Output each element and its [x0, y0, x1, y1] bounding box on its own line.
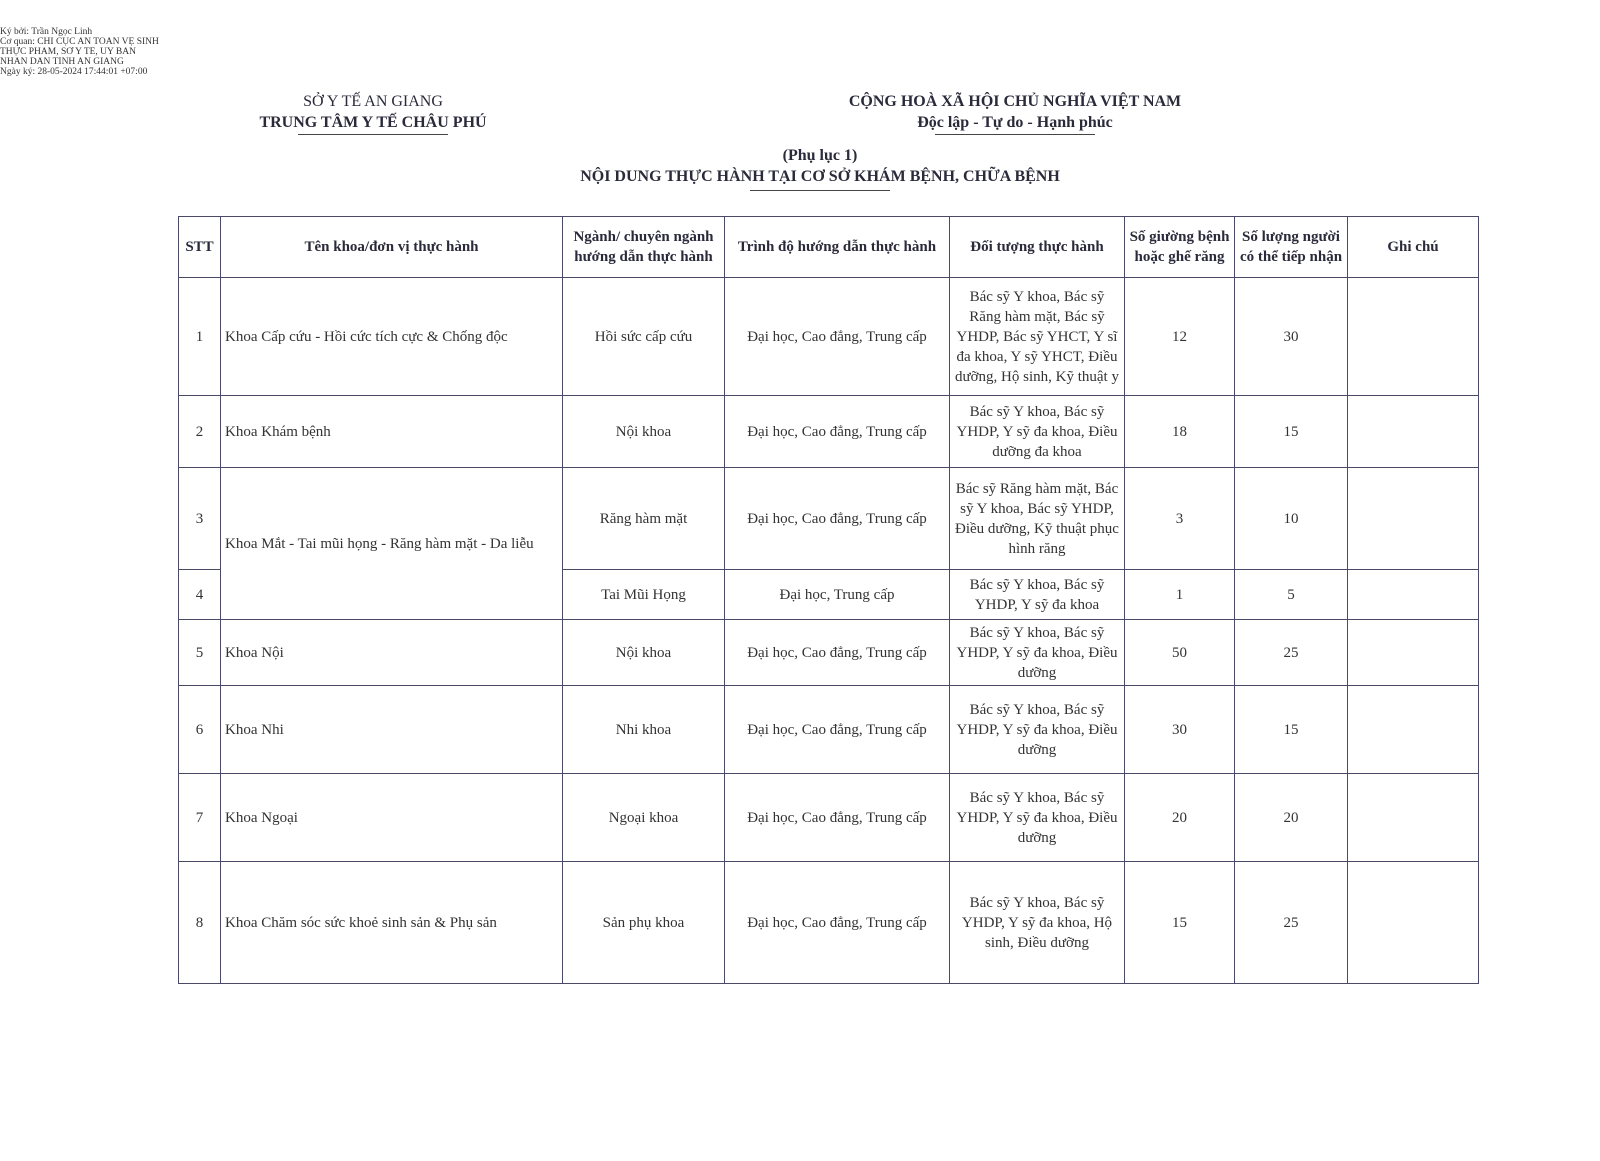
header-notes: Ghi chú [1348, 217, 1479, 278]
cell-notes [1348, 278, 1479, 396]
signature-line: Ký bởi: Trần Ngọc Linh [0, 27, 93, 37]
cell-level: Đại học, Cao đẳng, Trung cấp [725, 862, 950, 984]
signature-line: THỰC PHẨM, SỞ Y TẾ, ỦY BAN [0, 47, 136, 57]
motto: Độc lập - Tự do - Hạnh phúc [917, 114, 1113, 131]
cell-notes [1348, 686, 1479, 774]
header-specialty: Ngành/ chuyên ngành hướng dẫn thực hành [563, 217, 725, 278]
cell-beds: 50 [1125, 620, 1235, 686]
cell-department: Khoa Khám bệnh [221, 396, 563, 468]
header-level: Trình độ hướng dẫn thực hành [725, 217, 950, 278]
cell-specialty: Răng hàm mặt [563, 468, 725, 570]
cell-specialty: Nội khoa [563, 620, 725, 686]
table-row [179, 396, 1479, 468]
cell-notes [1348, 468, 1479, 570]
table-row [179, 278, 1479, 396]
cell-level: Đại học, Trung cấp [725, 570, 950, 620]
signature-line: Ngày ký: 28-05-2024 17:44:01 +07:00 [0, 67, 148, 77]
cell-notes [1348, 570, 1479, 620]
cell-trainees: Bác sỹ Răng hàm mặt, Bác sỹ Y khoa, Bác sỹ YHDP, Điều dưỡng, Kỹ thuật phục hình răng [950, 468, 1125, 570]
cell-level: Đại học, Cao đẳng, Trung cấp [725, 774, 950, 862]
cell-notes [1348, 774, 1479, 862]
header-underline [298, 134, 448, 135]
cell-stt: 7 [179, 774, 221, 862]
table-row [179, 686, 1479, 774]
cell-beds: 12 [1125, 278, 1235, 396]
table-header-row [179, 217, 1479, 278]
cell-specialty: Nhi khoa [563, 686, 725, 774]
cell-stt: 8 [179, 862, 221, 984]
table-row [179, 468, 1479, 570]
cell-department: Khoa Chăm sóc sức khoẻ sinh sản & Phụ sản [221, 862, 563, 984]
organization-header [228, 91, 518, 135]
cell-beds: 20 [1125, 774, 1235, 862]
cell-capacity: 10 [1235, 468, 1348, 570]
digital-signature-block [0, 27, 200, 77]
cell-level: Đại học, Cao đẳng, Trung cấp [725, 468, 950, 570]
cell-department: Khoa Nhi [221, 686, 563, 774]
cell-trainees: Bác sỹ Y khoa, Bác sỹ YHDP, Y sỹ đa khoa, Điều dưỡng [950, 620, 1125, 686]
cell-trainees: Bác sỹ Y khoa, Bác sỹ Răng hàm mặt, Bác sỹ YHDP, Bác sỹ YHCT, Y sĩ đa khoa, Y sỹ YHCT, Điều dưỡng, Hộ sinh, Kỹ thuật y [950, 278, 1125, 396]
national-motto-header [800, 91, 1230, 135]
cell-stt: 1 [179, 278, 221, 396]
cell-stt: 6 [179, 686, 221, 774]
cell-specialty: Nội khoa [563, 396, 725, 468]
cell-specialty: Tai Mũi Họng [563, 570, 725, 620]
cell-stt: 3 [179, 468, 221, 570]
cell-level: Đại học, Cao đẳng, Trung cấp [725, 278, 950, 396]
cell-notes [1348, 620, 1479, 686]
cell-stt: 4 [179, 570, 221, 620]
cell-trainees: Bác sỹ Y khoa, Bác sỹ YHDP, Y sỹ đa khoa, Điều dưỡng đa khoa [950, 396, 1125, 468]
cell-specialty: Hồi sức cấp cứu [563, 278, 725, 396]
cell-beds: 18 [1125, 396, 1235, 468]
cell-stt: 2 [179, 396, 221, 468]
cell-capacity: 30 [1235, 278, 1348, 396]
cell-department: Khoa Ngoại [221, 774, 563, 862]
cell-capacity: 5 [1235, 570, 1348, 620]
header-department: Tên khoa/đơn vị thực hành [221, 217, 563, 278]
cell-capacity: 15 [1235, 396, 1348, 468]
table-row [179, 620, 1479, 686]
cell-level: Đại học, Cao đẳng, Trung cấp [725, 620, 950, 686]
document-title: NỘI DUNG THỰC HÀNH TẠI CƠ SỞ KHÁM BỆNH, CHỮA BỆNH [580, 168, 1060, 185]
cell-beds: 30 [1125, 686, 1235, 774]
practice-content-table [178, 216, 1479, 984]
cell-capacity: 25 [1235, 862, 1348, 984]
cell-specialty: Ngoại khoa [563, 774, 725, 862]
cell-department: Khoa Mắt - Tai mũi họng - Răng hàm mặt - Da liễu [221, 468, 563, 620]
document-title-block [470, 145, 1170, 191]
cell-specialty: Sản phụ khoa [563, 862, 725, 984]
cell-trainees: Bác sỹ Y khoa, Bác sỹ YHDP, Y sỹ đa khoa [950, 570, 1125, 620]
header-stt: STT [179, 217, 221, 278]
appendix-label: (Phụ lục 1) [782, 147, 858, 164]
signature-line: NHÂN DÂN TỈNH AN GIANG [0, 57, 124, 67]
cell-department: Khoa Cấp cứu - Hồi cức tích cực & Chống độc [221, 278, 563, 396]
cell-notes [1348, 862, 1479, 984]
cell-capacity: 15 [1235, 686, 1348, 774]
cell-level: Đại học, Cao đẳng, Trung cấp [725, 686, 950, 774]
cell-trainees: Bác sỹ Y khoa, Bác sỹ YHDP, Y sỹ đa khoa, Điều dưỡng [950, 774, 1125, 862]
table-row [179, 862, 1479, 984]
title-underline [750, 190, 890, 191]
cell-capacity: 20 [1235, 774, 1348, 862]
organization-name: TRUNG TÂM Y TẾ CHÂU PHÚ [259, 114, 487, 131]
cell-level: Đại học, Cao đẳng, Trung cấp [725, 396, 950, 468]
table-row [179, 774, 1479, 862]
cell-trainees: Bác sỹ Y khoa, Bác sỹ YHDP, Y sỹ đa khoa, Điều dưỡng [950, 686, 1125, 774]
cell-trainees: Bác sỹ Y khoa, Bác sỹ YHDP, Y sỹ đa khoa, Hộ sinh, Điều dưỡng [950, 862, 1125, 984]
header-trainees: Đối tượng thực hành [950, 217, 1125, 278]
header-capacity: Số lượng người có thể tiếp nhận [1235, 217, 1348, 278]
cell-notes [1348, 396, 1479, 468]
cell-capacity: 25 [1235, 620, 1348, 686]
header-beds: Số giường bệnh hoặc ghế răng [1125, 217, 1235, 278]
cell-department: Khoa Nội [221, 620, 563, 686]
signature-line: Cơ quan: CHI CỤC AN TOÀN VỆ SINH [0, 37, 159, 47]
cell-beds: 3 [1125, 468, 1235, 570]
parent-organization: SỞ Y TẾ AN GIANG [303, 93, 443, 110]
motto-underline [935, 134, 1095, 135]
cell-beds: 15 [1125, 862, 1235, 984]
cell-stt: 5 [179, 620, 221, 686]
country-name: CỘNG HOÀ XÃ HỘI CHỦ NGHĨA VIỆT NAM [848, 93, 1182, 110]
cell-beds: 1 [1125, 570, 1235, 620]
